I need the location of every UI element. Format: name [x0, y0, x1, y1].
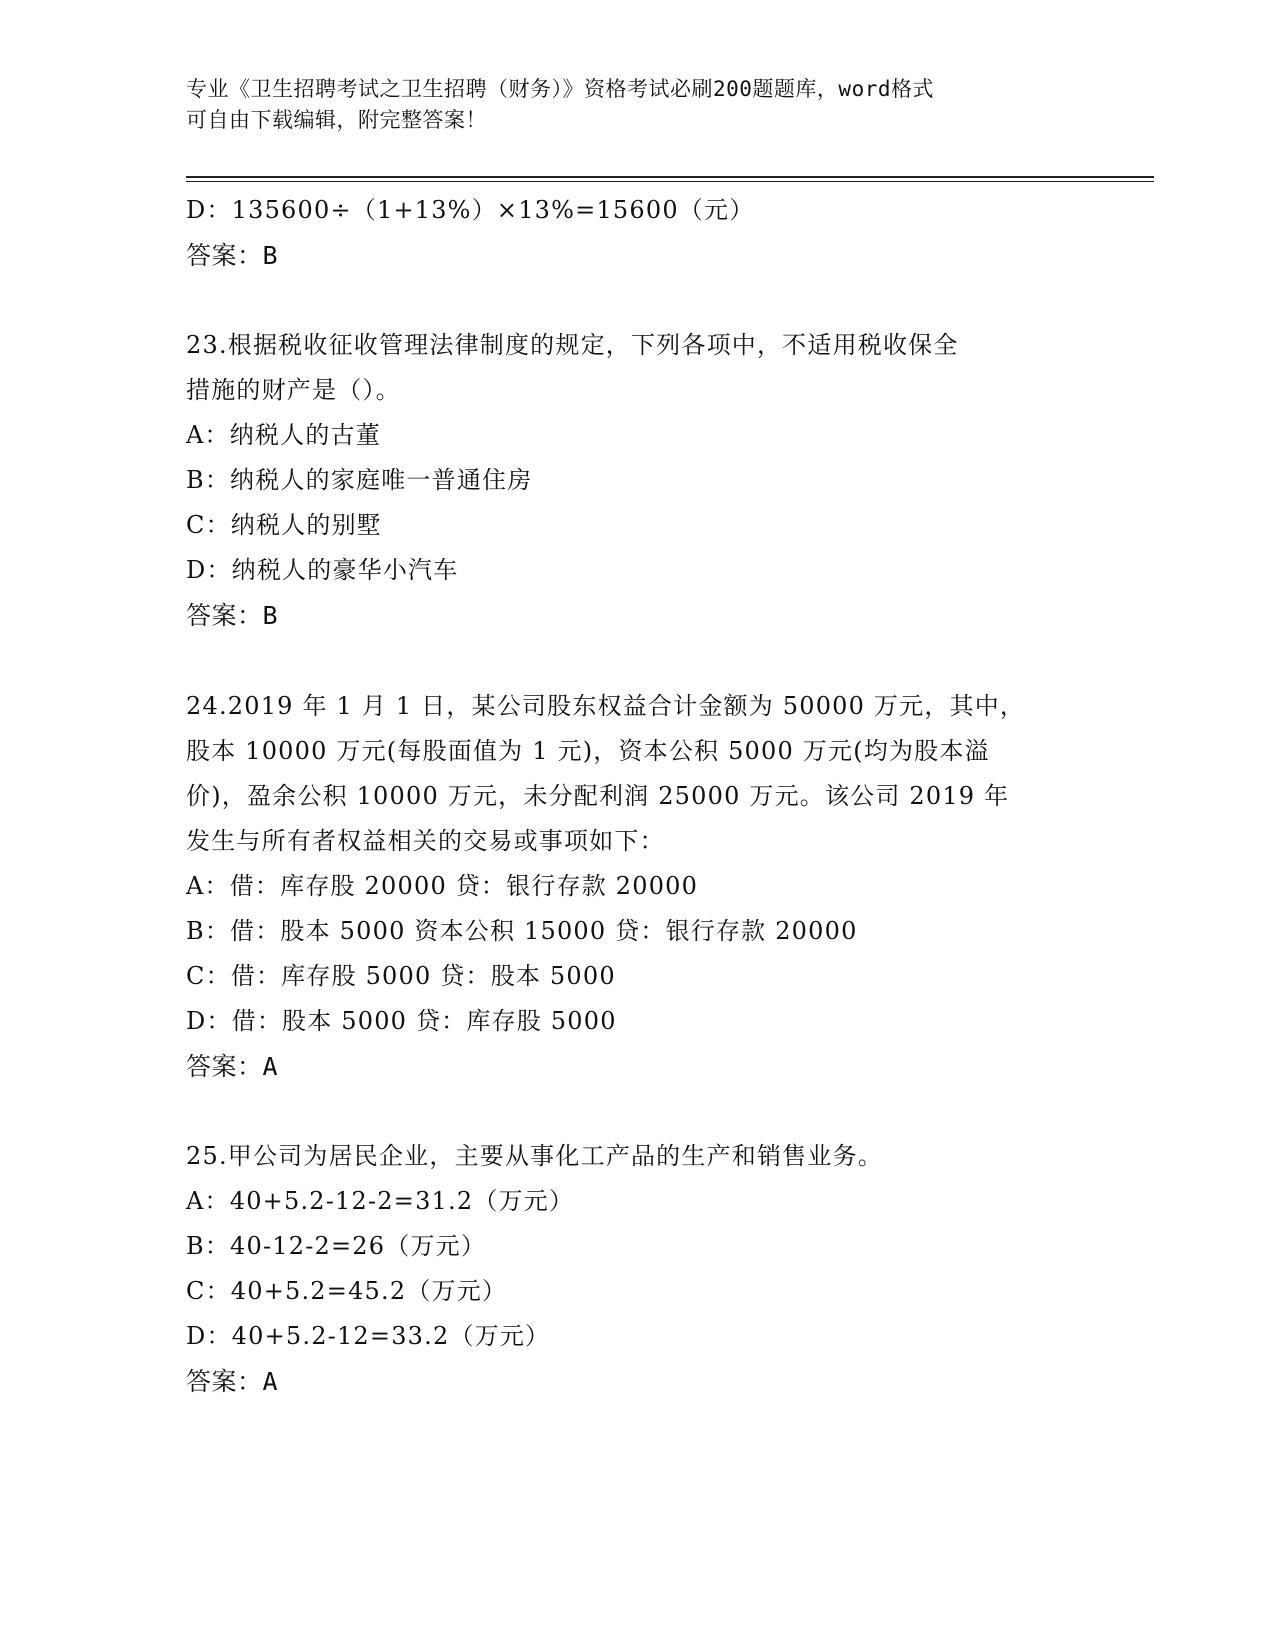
header-divider-thick: [186, 176, 1154, 178]
question-25: [186, 1134, 1086, 1404]
question-stem-line: 25.甲公司为居民企业，主要从事化工产品的生产和销售业务。: [186, 1142, 883, 1170]
option-d: D：借：股本 5000 贷：库存股 5000: [186, 1007, 617, 1035]
question-22: [186, 188, 1086, 278]
spacer: [186, 638, 1086, 684]
question-stem-line: 股本 10000 万元(每股面值为 1 元)，资本公积 5000 万元(均为股本溢: [186, 737, 990, 765]
question-23: [186, 323, 1086, 638]
question-stem-line: 23.根据税收征收管理法律制度的规定，下列各项中，不适用税收保全: [186, 331, 959, 359]
option-d: D：40+5.2-12=33.2（万元）: [186, 1322, 551, 1350]
header-line-2: 可自由下载编辑，附完整答案！: [186, 108, 487, 132]
header-divider-thin: [186, 181, 1154, 182]
option-b: B：纳税人的家庭唯一普通住房: [186, 466, 533, 494]
option-b: B：借：股本 5000 资本公积 15000 贷：银行存款 20000: [186, 917, 858, 945]
answer: 答案：B: [186, 241, 279, 270]
spacer: [186, 278, 1086, 323]
option-a: A：纳税人的古董: [186, 421, 381, 449]
question-list: [186, 188, 1086, 1404]
option-d: D：纳税人的豪华小汽车: [186, 556, 459, 584]
document-header: [186, 74, 1066, 136]
option-c: C：纳税人的别墅: [186, 511, 382, 539]
header-line-1: 专业《卫生招聘考试之卫生招聘（财务）》资格考试必刷200题题库，word格式: [186, 77, 934, 101]
option-c: C：借：库存股 5000 贷：股本 5000: [186, 962, 616, 990]
option-c: C：40+5.2=45.2（万元）: [186, 1277, 508, 1305]
option-b: B：40-12-2=26（万元）: [186, 1232, 487, 1260]
question-24: [186, 684, 1086, 1089]
question-stem-line: 措施的财产是（）。: [186, 376, 401, 404]
option-d: D：135600÷（1+13%）×13%=15600（元）: [186, 196, 755, 224]
question-stem-line: 发生与所有者权益相关的交易或事项如下：: [186, 827, 665, 855]
answer: 答案：A: [186, 1367, 279, 1396]
answer: 答案：A: [186, 1052, 279, 1081]
question-stem-line: 24.2019 年 1 月 1 日，某公司股东权益合计金额为 50000 万元，其中，: [186, 692, 1026, 720]
question-stem-line: 价)，盈余公积 10000 万元，未分配利润 25000 万元。该公司 2019 年: [186, 782, 1010, 810]
option-a: A：借：库存股 20000 贷：银行存款 20000: [186, 872, 699, 900]
option-a: A：40+5.2-12-2=31.2（万元）: [186, 1187, 575, 1215]
spacer: [186, 1089, 1086, 1134]
answer: 答案：B: [186, 601, 279, 630]
